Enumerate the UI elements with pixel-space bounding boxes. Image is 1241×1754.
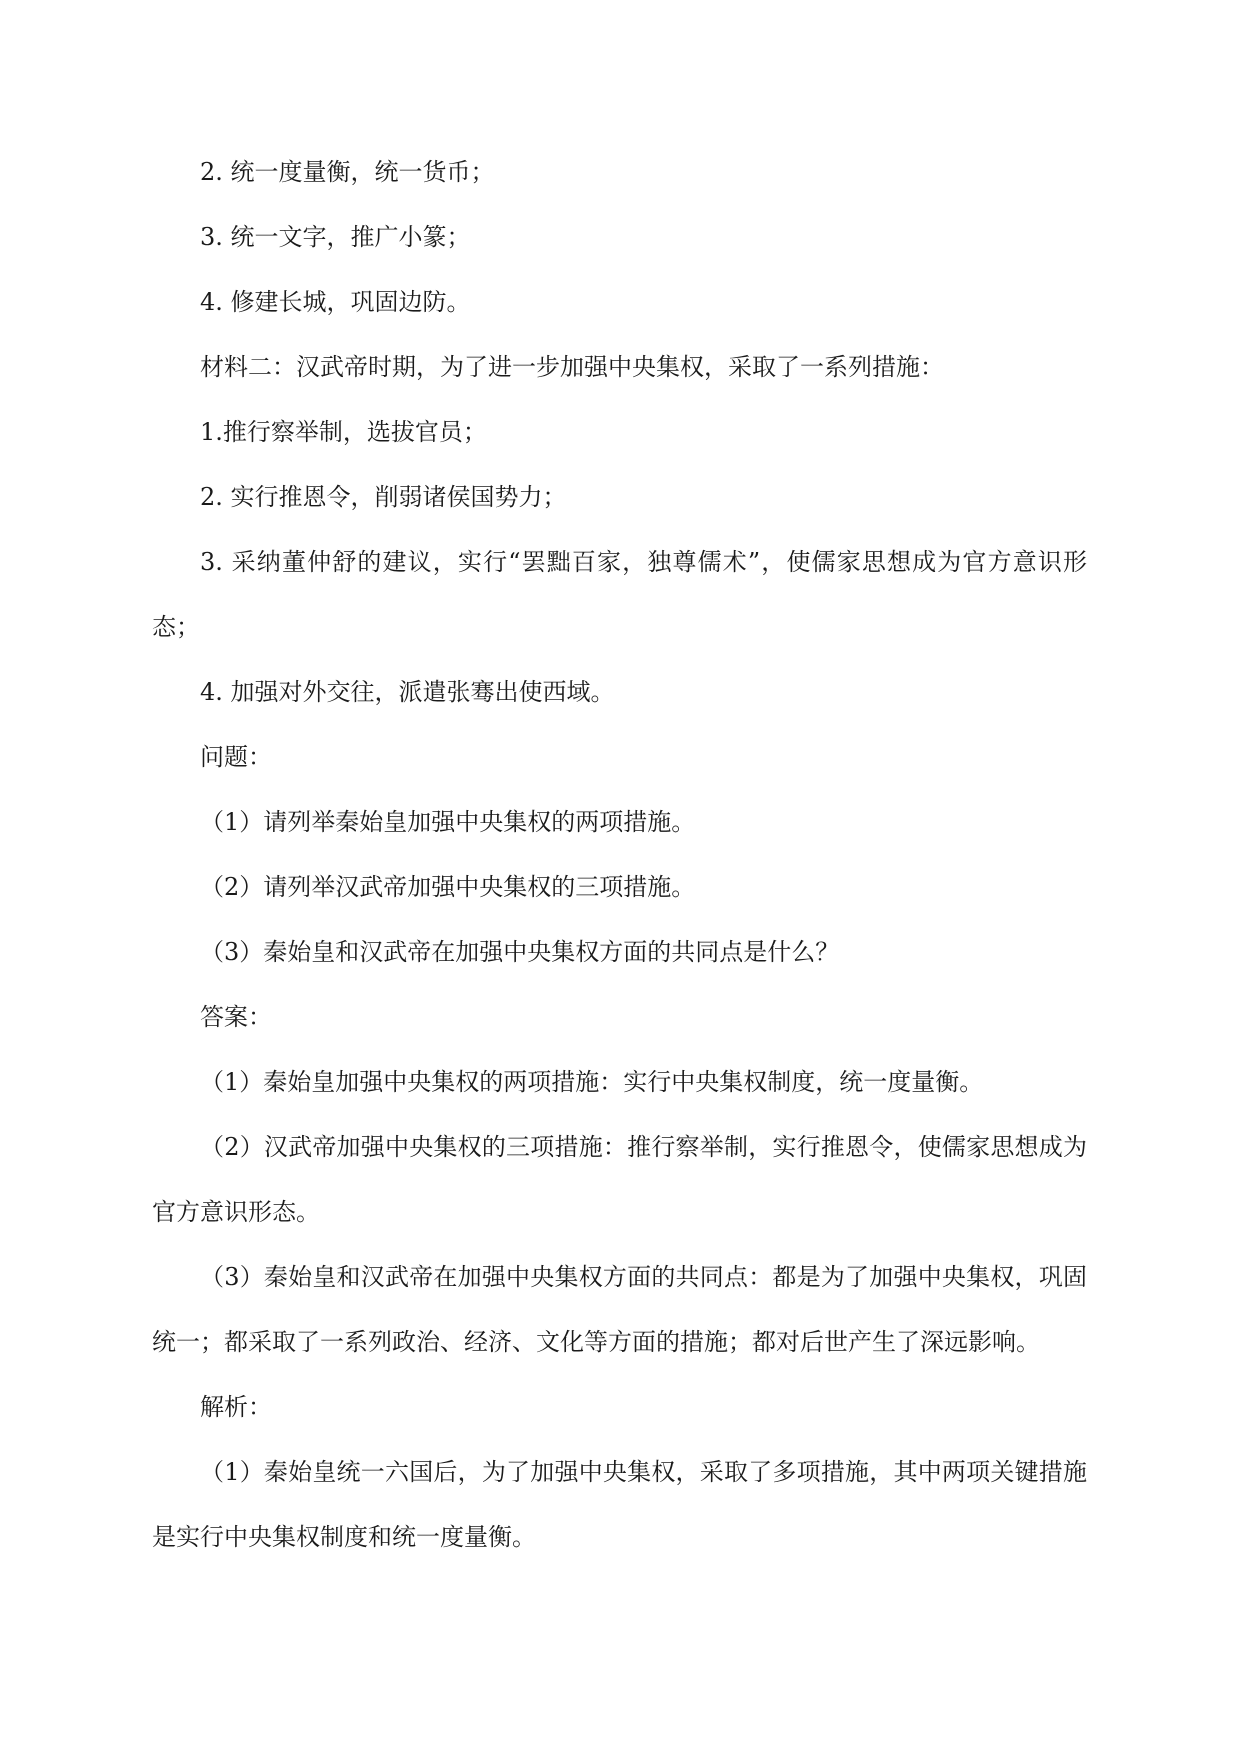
answer-3: （3）秦始皇和汉武帝在加强中央集权方面的共同点：都是为了加强中央集权，巩固统一；都采取了一系列政治、经济、文化等方面的措施；都对后世产生了深远影响。 bbox=[152, 1263, 1087, 1356]
list-item-script: 3. 统一文字，推广小篆； bbox=[200, 223, 471, 251]
list-item-great-wall: 4. 修建长城，巩固边防。 bbox=[200, 288, 471, 316]
list-item-grace-decree: 2. 实行推恩令，削弱诸侯国势力； bbox=[200, 483, 567, 511]
analysis-1: （1）秦始皇统一六国后，为了加强中央集权，采取了多项措施，其中两项关键措施是实行中央集权制度和统一度量衡。 bbox=[152, 1458, 1087, 1551]
list-item-confucianism: 3. 采纳董仲舒的建议，实行“罢黜百家，独尊儒术”，使儒家思想成为官方意识形态； bbox=[152, 548, 1087, 641]
question-3: （3）秦始皇和汉武帝在加强中央集权方面的共同点是什么？ bbox=[200, 938, 840, 966]
document-body bbox=[152, 140, 1087, 1570]
list-item-zhang-qian: 4. 加强对外交往，派遣张骞出使西域。 bbox=[200, 678, 615, 706]
question-2: （2）请列举汉武帝加强中央集权的三项措施。 bbox=[200, 873, 696, 901]
list-item-measures-currency: 2. 统一度量衡，统一货币； bbox=[200, 158, 495, 186]
analysis-heading: 解析： bbox=[200, 1393, 272, 1421]
material-two-intro: 材料二：汉武帝时期，为了进一步加强中央集权，采取了一系列措施： bbox=[200, 353, 944, 381]
answers-heading: 答案： bbox=[200, 1003, 272, 1031]
question-1: （1）请列举秦始皇加强中央集权的两项措施。 bbox=[200, 808, 696, 836]
answer-2: （2）汉武帝加强中央集权的三项措施：推行察举制，实行推恩令，使儒家思想成为官方意识形态。 bbox=[152, 1133, 1087, 1226]
list-item-recommendation-system: 1.推行察举制，选拔官员； bbox=[200, 418, 487, 446]
answer-1: （1）秦始皇加强中央集权的两项措施：实行中央集权制度，统一度量衡。 bbox=[200, 1068, 984, 1096]
questions-heading: 问题： bbox=[200, 743, 272, 771]
